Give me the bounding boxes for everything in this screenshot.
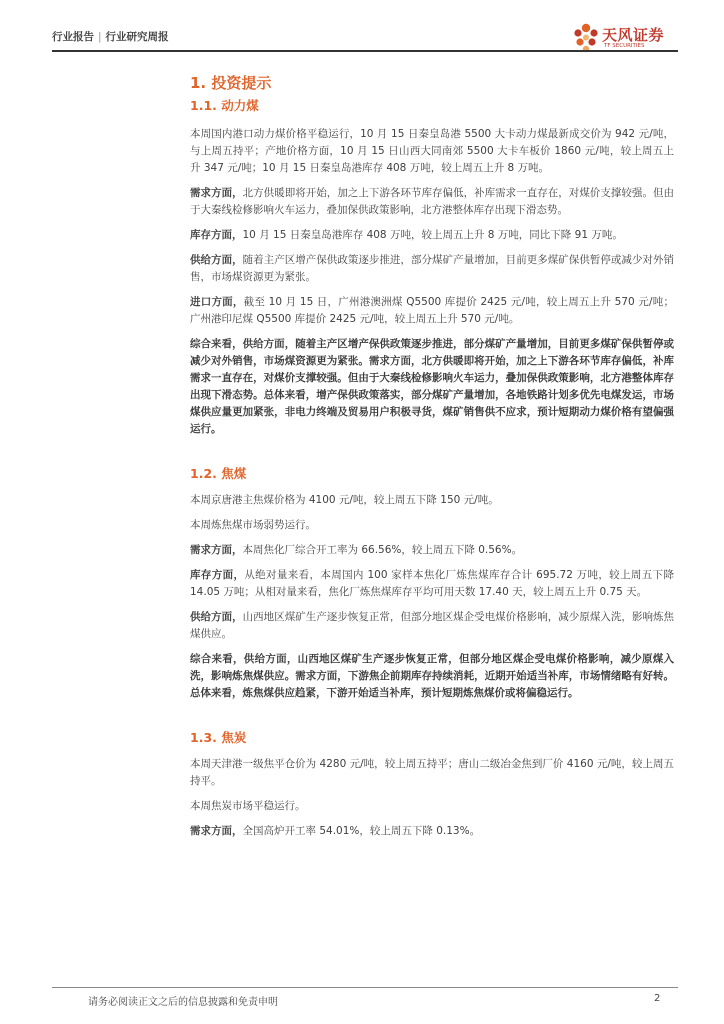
paragraph: 供给方面，山西地区煤矿生产逐步恢复正常，但部分地区煤企受电煤价格影响，减少原煤入洗，影响炼焦煤供应。: [190, 611, 675, 640]
summary-paragraph: 综合来看，供给方面，山西地区煤矿生产逐步恢复正常，但部分地区煤企受电煤价格影响，减少原煤入洗，影响炼焦煤供应。需求方面，下游焦企前期库存持续消耗，近期开始适当补库，市场情绪略有好转。总体来看，炼焦煤供应趋紧，下游开始适当补库，预计短期炼焦煤价或将偏稳运行。: [190, 653, 674, 699]
paragraph: 需求方面，北方供暖即将开始，加之上下游各环节库存偏低，补库需求一直存在，对煤价支撑较强。但由于大秦线检修影响火车运力，叠加保供政策影响，北方港整体库存出现下滑态势。: [190, 187, 675, 216]
section-title-investment-tips: 1. 投资提示: [190, 74, 272, 92]
paragraph-lead: 库存方面，: [190, 569, 245, 581]
page-number: 2: [654, 993, 661, 1004]
paragraph-lead: 供给方面，: [190, 611, 243, 623]
paragraph: 本周炼焦煤市场弱势运行。: [190, 519, 316, 531]
footer-disclaimer: 请务必阅读正文之后的信息披露和免责申明: [88, 997, 278, 1008]
breadcrumb: [52, 29, 169, 44]
paragraph: 本周天津港一级焦平仓价为 4280 元/吨，较上周五持平；唐山二级冶金焦到厂价 4160 元/吨，较上周五持平。: [190, 758, 674, 787]
paragraph-lead: 进口方面，: [190, 296, 244, 308]
paragraph-lead: 需求方面，: [190, 825, 243, 837]
paragraph-lead: 库存方面，: [190, 229, 243, 241]
subsection-title-thermal-coal: 1.1. 动力煤: [190, 98, 259, 113]
logo-english-name: TF SECURITIES: [604, 43, 645, 49]
company-logo: [570, 22, 680, 52]
paragraph: 库存方面，10 月 15 日秦皇岛港库存 408 万吨，较上周五上升 8 万吨，同比下降 91 万吨。: [190, 229, 623, 241]
paragraph: 进口方面，截至 10 月 15 日，广州港澳洲煤 Q5500 库提价 2425 元/吨，较上周五上升 570 元/吨；广州港印尼煤 Q5500 库提价 2425 元/吨，较上周五上升 570 元/吨。: [190, 296, 674, 325]
paragraph-lead: 需求方面，: [190, 544, 243, 556]
paragraph: 本周焦炭市场平稳运行。: [190, 800, 306, 812]
summary-paragraph: 综合来看，供给方面，随着主产区增产保供政策逐步推进，部分煤矿产量增加，目前更多煤矿保供暂停或减少对外销售，市场煤资源更为紧张。需求方面，北方供暖即将开始，加之上下游各环节库存偏低，补库需求一直存在，对煤价支撑较强。但由于大秦线检修影响火车运力，叠加保供政策影响，北方港整体库存出现下滑态势。总体来看，增产保供政策落实，部分煤矿产量增加，各地铁路计划多优先电煤发运，市场煤供应量更加紧张，非电力终端及贸易用户积极寻货，煤矿销售供不应求，预计短期动力煤价格有望偏强运行。: [190, 338, 674, 435]
paragraph: 本周京唐港主焦煤价格为 4100 元/吨，较上周五下降 150 元/吨。: [190, 494, 499, 506]
paragraph: 需求方面，全国高炉开工率 54.01%，较上周五下降 0.13%。: [190, 825, 481, 837]
subsection-title-coking-coal: 1.2. 焦煤: [190, 466, 247, 481]
logo-chinese-name: 天风证券: [602, 26, 665, 44]
breadcrumb-report-category: 行业研究周报: [105, 31, 169, 43]
header-divider: [52, 50, 678, 52]
paragraph: 需求方面，本周焦化厂综合开工率为 66.56%，较上周五下降 0.56%。: [190, 544, 523, 556]
paragraph-lead: 供给方面，: [190, 254, 243, 266]
subsection-title-coke: 1.3. 焦炭: [190, 730, 247, 745]
paragraph: 本周国内港口动力煤价格平稳运行，10 月 15 日秦皇岛港 5500 大卡动力煤最新成交价为 942 元/吨，与上周五持平；产地价格方面，10 月 15 日山西大同南郊 5500 大卡车板价 1860 元/吨，较上周五上升 347 元/吨；10 月 15 日秦皇岛港库存 408 万吨，较上周五上升 8 万吨。: [190, 128, 674, 174]
breadcrumb-report-type: 行业报告: [52, 31, 94, 43]
paragraph: 供给方面，随着主产区增产保供政策逐步推进，部分煤矿产量增加，目前更多煤矿保供暂停或减少对外销售，市场煤资源更为紧张。: [190, 254, 675, 283]
paragraph-lead: 需求方面，: [190, 187, 243, 199]
breadcrumb-separator: |: [98, 31, 102, 43]
paragraph: 库存方面，从绝对量来看，本周国内 100 家样本焦化厂炼焦煤库存合计 695.72 万吨，较上周五下降 14.05 万吨；从相对量来看，焦化厂炼焦煤库存平均可用天数 17.40 天，较上周五上升 0.75 天。: [190, 569, 674, 598]
report-body: [190, 72, 674, 840]
footer-divider: [52, 987, 678, 988]
